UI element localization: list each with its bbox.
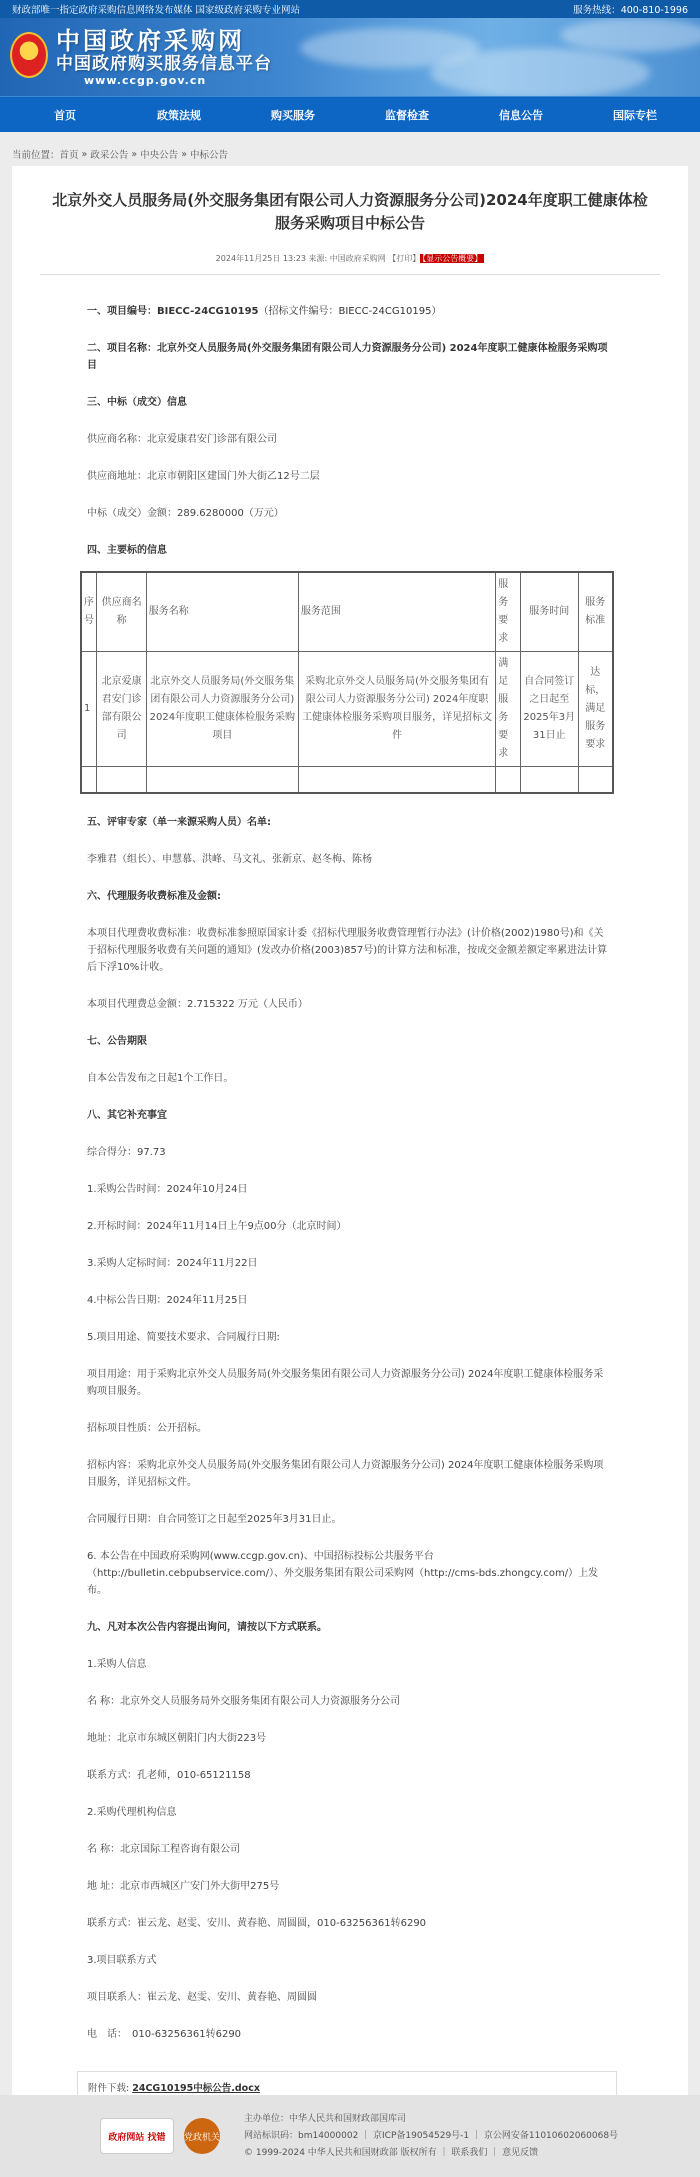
breadcrumb-central[interactable]: 中央公告 xyxy=(140,150,179,161)
fee-standard: 本项目代理费收费标准：收费标准参照原国家计委《招标代理服务收费管理暂行办法》(计价格(2002)1980号)和《关于招标代理服务收费有关问题的通知》(发改办价格(2003)857号)的计算方法和标准，按成交金额差额定率累进法计算后下浮10%计收。 xyxy=(87,927,608,973)
gov-site-error-report-badge[interactable]: 政府网站 找错 xyxy=(100,2118,174,2154)
purchaser-name: 名 称：北京外交人员服务局外交服务集团有限公司人力资源服务分公司 xyxy=(87,1695,401,1707)
party-gov-badge-icon[interactable]: 党政机关 xyxy=(184,2118,220,2154)
nav-purchase-service[interactable]: 购买服务 xyxy=(271,108,315,122)
article-container xyxy=(12,166,688,2112)
date-bid-opening: 2.开标时间：2024年11月14日上午9点00分（北京时间） xyxy=(87,1220,347,1232)
agency-name: 名 称：北京国际工程咨询有限公司 xyxy=(87,1843,241,1855)
footer-sponsor: 主办单位：中华人民共和国财政部国库司 xyxy=(244,2113,407,2124)
purchaser-address: 地址：北京市东城区朝阳门内大街223号 xyxy=(87,1732,267,1744)
section-supplementary: 八、其它补充事宜 xyxy=(87,1109,167,1121)
agency-contact: 联系方式：崔云龙、赵雯、安川、黄春艳、周圆圆，010-63256361转6290 xyxy=(87,1917,427,1929)
divider xyxy=(40,274,660,275)
nav-international[interactable]: 国际专栏 xyxy=(613,108,657,122)
footer-registration: 网站标识码：bm14000002 ｜ 京ICP备19054529号-1 ｜ 京公网安备11010602060068号 xyxy=(244,2130,619,2141)
table-row: 1 北京爱康君安门诊部有限公司 北京外交人员服务局(外交服务集团有限公司人力资源服务分公司) 2024年度职工健康体检服务采购项目 采购北京外交人员服务局(外交服务集团有限公司人力资源服务分公司) 2024年度职工健康体检服务采购项目服务，详见招标文件 满足服务要求 自合同签订之日起至2025年3月31日止 达标，满足服务要求 xyxy=(81,652,613,767)
breadcrumb-procurement[interactable]: 政采公告 xyxy=(90,150,129,161)
agency-address: 地 址：北京市西城区广安门外大街甲275号 xyxy=(87,1880,280,1892)
date-announcement: 1.采购公告时间：2024年10月24日 xyxy=(87,1183,248,1195)
section-project-number: 一、项目编号：BIECC-24CG10195（招标文件编号：BIECC-24CG10195） xyxy=(87,306,442,317)
article-meta: 2024年11月25日 13:23 来源: 中国政府采购网 【打印】 【显示公告概要】 xyxy=(215,254,483,263)
logo-subtitle-cn: 中国政府购买服务信息平台 xyxy=(56,54,272,74)
nav-home[interactable]: 首页 xyxy=(54,108,76,122)
national-emblem-icon xyxy=(10,32,48,78)
page-title: 北京外交人员服务局(外交服务集团有限公司人力资源服务分公司)2024年度职工健康体检服务采购项目中标公告 xyxy=(52,191,648,232)
supplier-address: 供应商地址：北京市朝阳区建国门外大街乙12号二层 xyxy=(87,471,320,482)
experts-list: 李雅君（组长）、申慧慕、洪峰、马文礼、张新京、赵冬梅、陈杨 xyxy=(87,853,372,865)
footer-info xyxy=(244,2111,618,2162)
contract-period: 合同履行日期：自合同签订之日起至2025年3月31日止。 xyxy=(87,1513,342,1525)
attachment-link-docx[interactable]: 24CG10195中标公告.docx xyxy=(132,2082,260,2094)
notice-period: 自本公告发布之日起1个工作日。 xyxy=(87,1072,234,1084)
section-contact: 九、凡对本次公告内容提出询问，请按以下方式联系。 xyxy=(87,1621,327,1633)
breadcrumb-home[interactable]: 首页 xyxy=(59,150,79,161)
purchaser-contact: 联系方式：孔老师，010-65121158 xyxy=(87,1769,251,1781)
show-summary-button[interactable]: 【显示公告概要】 xyxy=(422,254,483,263)
date-decision: 3.采购人定标时间：2024年11月22日 xyxy=(87,1257,258,1269)
nav-supervision[interactable]: 监督检查 xyxy=(385,108,429,122)
article-body xyxy=(12,303,688,2125)
fee-total: 本项目代理费总金额：2.715322 万元（人民币） xyxy=(87,998,308,1010)
project-nature: 招标项目性质：公开招标。 xyxy=(87,1422,207,1434)
hotline-phone: 400-810-1996 xyxy=(620,5,688,16)
project-contact-people: 项目联系人：崔云龙、赵雯、安川、黄春艳、周圆圆 xyxy=(87,1991,317,2003)
site-logo[interactable] xyxy=(56,28,272,88)
section-main-items: 四、主要标的信息 xyxy=(87,545,167,556)
overall-score: 综合得分：97.73 xyxy=(87,1146,166,1158)
section-agency-fee: 六、代理服务收费标准及金额: xyxy=(87,890,221,902)
nav-policy[interactable]: 政策法规 xyxy=(157,108,201,122)
logo-title-cn: 中国政府采购网 xyxy=(56,27,245,55)
footer-copyright: © 1999-2024 中华人民共和国财政部 版权所有 ｜ 联系我们 ｜ 意见反馈 xyxy=(244,2147,539,2158)
section-project-name: 二、项目名称：北京外交人员服务局(外交服务集团有限公司人力资源服务分公司) 2024年度职工健康体检服务采购项目 xyxy=(87,343,608,371)
table-empty-row xyxy=(81,767,613,793)
breadcrumb: 当前位置： 首页 » 政采公告 » 中央公告 » 中标公告 xyxy=(12,148,229,161)
top-bar xyxy=(0,0,700,18)
nav-notices[interactable]: 信息公告 xyxy=(499,108,543,122)
project-content: 招标内容：采购北京外交人员服务局(外交服务集团有限公司人力资源服务分公司) 2024年度职工健康体检服务采购项目服务，详见招标文件。 xyxy=(87,1459,604,1488)
hotline: 服务热线：400-810-1996 xyxy=(573,5,688,16)
top-bar-tagline: 财政部唯一指定政府采购信息网络发布媒体 国家级政府采购专业网站 xyxy=(12,5,301,16)
main-nav xyxy=(0,96,700,132)
attachment-item: 附件下载: 24CG10195中标公告.docx xyxy=(88,2082,260,2094)
project-use: 项目用途：用于采购北京外交人员服务局(外交服务集团有限公司人力资源服务分公司) 2024年度职工健康体检服务采购项目服务。 xyxy=(87,1368,604,1397)
breadcrumb-award[interactable]: 中标公告 xyxy=(190,150,229,161)
section-period: 七、公告期限 xyxy=(87,1035,147,1047)
items-table xyxy=(80,571,614,794)
date-award-notice: 4.中标公告日期：2024年11月25日 xyxy=(87,1294,248,1306)
project-contact-phone: 电 话： 010-63256361转6290 xyxy=(87,2028,242,2040)
project-details-heading: 5.项目用途、简要技术要求、合同履行日期: xyxy=(87,1331,280,1343)
purchaser-heading: 1.采购人信息 xyxy=(87,1658,147,1670)
supplier-name: 供应商名称：北京爱康君安门诊部有限公司 xyxy=(87,434,277,445)
site-footer xyxy=(0,2095,700,2177)
section-experts: 五、评审专家（单一来源采购人员）名单: xyxy=(87,816,271,828)
publication-sites: 6. 本公告在中国政府采购网(www.ccgp.gov.cn)、中国招标投标公共服务平台（http://bulletin.cebpubservice.com/）、外交服务集团有限公司采购网（http://cms-bds.zhongcy.com/）上发布。 xyxy=(87,1550,599,1596)
award-amount: 中标（成交）金额：289.6280000（万元） xyxy=(87,508,284,519)
table-header-row: 序号 供应商名称 服务名称 服务范围 服务要求 服务时间 服务标准 xyxy=(81,572,613,652)
header-banner xyxy=(0,18,700,96)
section-award-info: 三、中标（成交）信息 xyxy=(87,397,187,408)
project-contact-heading: 3.项目联系方式 xyxy=(87,1954,157,1966)
logo-url: www.ccgp.gov.cn xyxy=(84,74,207,87)
agency-heading: 2.采购代理机构信息 xyxy=(87,1806,177,1818)
